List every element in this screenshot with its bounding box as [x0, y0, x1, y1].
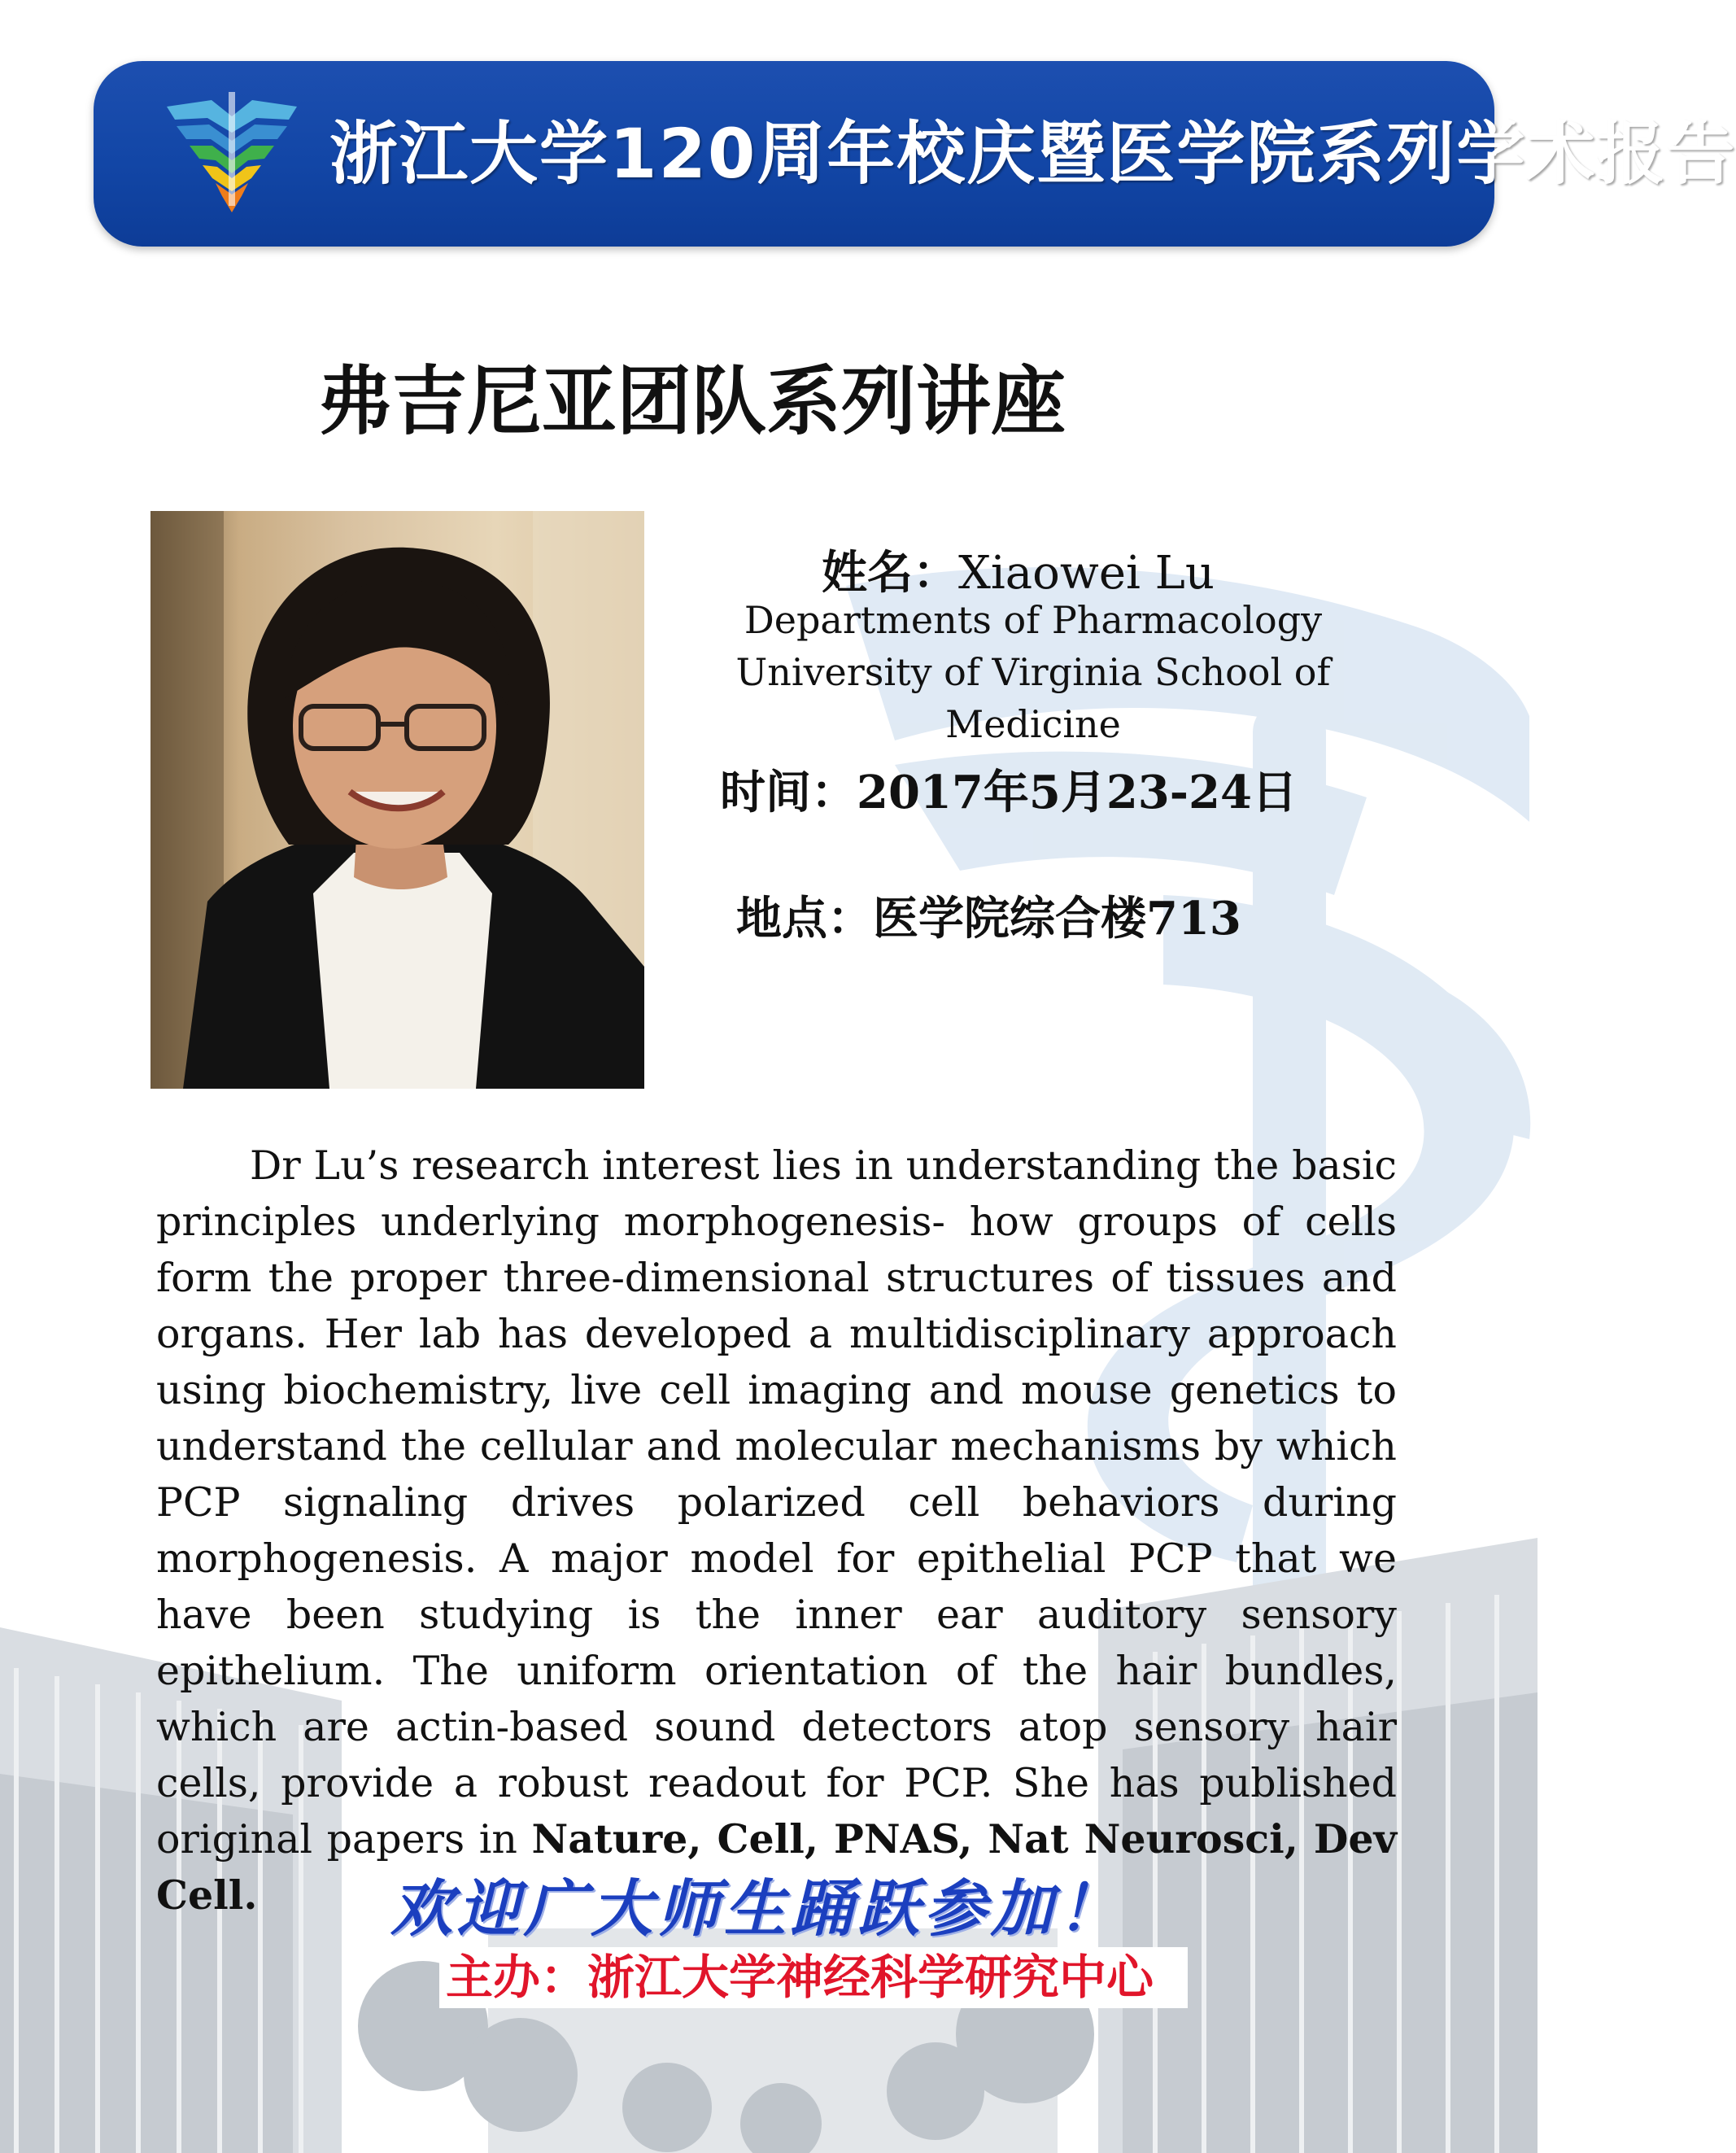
- speaker-department: Departments of Pharmacology: [744, 598, 1323, 642]
- time-label: 时间：: [720, 766, 857, 819]
- speaker-photo: [150, 511, 644, 1089]
- banner-title: 浙江大学120周年校庆暨医学院系列学术报告: [329, 114, 1736, 194]
- place-label: 地点：: [736, 893, 873, 945]
- series-title: 弗吉尼亚团队系列讲座: [317, 358, 1066, 445]
- speaker-institution: University of Virginia School of Medicine: [735, 650, 1331, 746]
- event-time: [720, 757, 1298, 822]
- name-label: 姓名：: [822, 547, 958, 600]
- host-organizer: 主办：浙江大学神经科学研究中心: [446, 1950, 1154, 2005]
- research-abstract: [156, 1138, 1397, 1924]
- place-value: 医学院综合楼713: [873, 892, 1241, 945]
- zju-medicine-logo-icon: [167, 92, 297, 214]
- abstract-text: Dr Lu’s research interest lies in understanding the basic principles underlying morphogenesis- how groups of cells form the proper three-dimensional structures of tissues and organs. Her lab has developed a multidisciplinary approach using biochemistry, live cell imaging and mouse genetics to understand the cellular and molecular mechanisms by which PCP signaling drives polarized cell behaviors during morphogenesis. A major model for epithelial PCP that we have been studying is the inner ear auditory sensory epithelium. The uniform orientation of the hair bundles, which are actin-based sound detectors atop sensory hair cells, provide a robust readout for PCP. She has published original papers in: [156, 1142, 1397, 1863]
- event-place: [736, 883, 1241, 948]
- time-value: 2017年5月23-24日: [857, 766, 1298, 819]
- speaker-name: Xiaowei Lu: [958, 547, 1215, 600]
- host-box: [439, 1947, 1188, 2008]
- header-banner: [94, 61, 1736, 247]
- speaker-affiliation: [667, 594, 1399, 750]
- welcome-message: 欢迎广大师生踊跃参加！: [390, 1872, 1124, 1945]
- abstract-journals: Nature, Cell, PNAS, Nat Neurosci, Dev Cell.: [156, 1815, 1397, 1919]
- speaker-name-line: [822, 537, 1215, 602]
